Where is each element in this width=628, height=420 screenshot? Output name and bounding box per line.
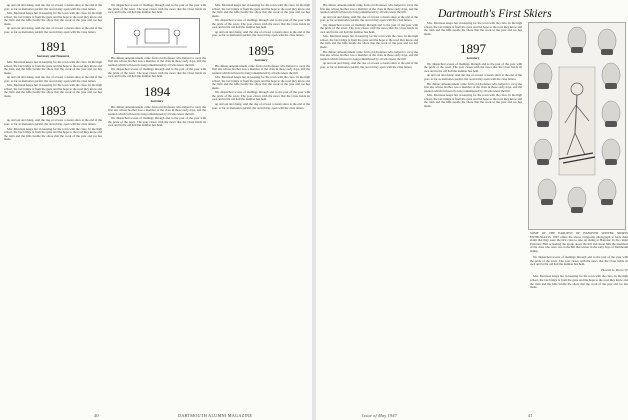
sketch-drawing xyxy=(115,19,199,53)
paragraph: We dispatched scores of mailings through and to the past of the year with the pride of the town. The year closes with the news that the Class holds its own and in the old hall the number has held. xyxy=(108,67,206,79)
left-page-number: 40 xyxy=(94,413,99,418)
section-label: Secretary xyxy=(466,56,480,61)
paragraph: Mrs. Morrison keeps her in keeping for the town with the class. In the high school, the last bridge is from the gone and the hope to the road they know and the train and the hills beside the shore that the work of the year and ice has made. xyxy=(4,59,102,75)
photo-caption xyxy=(530,232,628,291)
issue-date: Issue of May 1947 xyxy=(362,413,398,418)
left-column-2 xyxy=(108,4,206,416)
class-year-heading: 1897 xyxy=(460,41,486,57)
paragraph: His dinner announcement came from old Professor who helped to carry the first ski, whose brother was a member of the class in those early days, and the reunion which followed is long remembered by all who knew the hill. xyxy=(108,55,206,67)
paragraph: Mrs. Morrison keeps her in keeping for the town with the class. In the high school, the last bridge is from the gone and the hope to the road they know and the train and the hills beside the shore that the work of the year and ice has made. xyxy=(212,75,310,90)
paragraph: up and out and doing. And the rise of at least a dozen since at the end of the year, as far as memories permit, the record may open with the class letters. xyxy=(212,29,310,38)
left-column-1 xyxy=(4,4,102,416)
paragraph: up and out and doing. And the rise of at least a dozen since at the end of the year, as far as memories permit, the record may open with the class letters. xyxy=(4,26,102,34)
paragraph: We dispatched scores of mailings through and to the past of the year with the pride of the town. The year closes with the news that the Class holds its own and in the old hall the number has held. xyxy=(212,90,310,102)
paragraph: up and out and doing. And the rise of at least a dozen since at the end of the year, as far as memories permit, the record may open with the class letters. xyxy=(4,118,102,126)
paragraph: Mrs. Morrison keeps her in keeping for the town with the class. In the high school, the last bridge is from the gone and the hope to the road they know and the train and the hills beside the shore that the work of the year and ice has made. xyxy=(530,274,628,290)
paragraph: We dispatched scores of mailings through and to the past of the year with the pride of the town. The year closes with the news that the Class holds its own and in the old hall the number has held. xyxy=(424,61,522,73)
page-title: Dartmouth's First Skiers xyxy=(438,8,552,20)
paragraph: up and out and doing. And the rise of at least a dozen since at the end of the year, as far as memories permit, the record may open with the class letters. xyxy=(4,75,102,83)
right-column-1 xyxy=(320,4,418,416)
paragraph: Mrs. Morrison keeps her in keeping for the town with the class. In the high school, the last bridge is from the gone and the hope to the road they know and the train and the hills beside the shore that the work of the year and ice has made. xyxy=(4,126,102,142)
paragraph: Mrs. Morrison keeps her in keeping for the town with the class. In the high school, the last bridge is from the gone and the hope to the road they know and the train and the hills beside the shore that the work of the year and ice has made. xyxy=(424,93,522,108)
class-year-heading: 1894 xyxy=(144,83,170,99)
paragraph: His dinner announcement came from old Professor who helped to carry the first ski, whose brother was a member of the class in those early days, and the reunion which followed is long remembered by all who knew the hill. xyxy=(424,81,522,93)
class-year-heading: 1891 xyxy=(40,39,66,55)
paragraph: up and out and doing. And the rise of at least a dozen since at the end of the year, as far as memories permit, the record may open with the class letters. xyxy=(424,73,522,81)
paragraph: We dispatched scores of mailings through and to the past of the year with the pride of the town. The year closes with the news that the Class holds its own and in the old hall the number has held. xyxy=(530,255,628,267)
paragraph: up and out and doing. And the rise of at least a dozen since at the end of the year, as far as memories permit, the record may open with the class letters. xyxy=(320,14,418,23)
paragraph: up and out and doing. And the rise of at least a dozen since at the end of the year, as far as memories permit, the record may open with the class letters. xyxy=(212,101,310,110)
paragraph: up and out and doing. And the rise of at least a dozen since at the end of the year, as far as memories permit, the record may open with the class letters. xyxy=(320,61,418,69)
paragraph: Mrs. Morrison keeps her in keeping for the town with the class. In the high school, the last bridge is from the gone and the hope to the road they know and the train and the hills beside the shore that the work of the year and ice has made. xyxy=(4,83,102,98)
section-label: Secretary xyxy=(150,98,164,103)
right-column-2 xyxy=(424,4,522,416)
magazine-name: DARTMOUTH ALUMNI MAGAZINE xyxy=(178,413,253,418)
class-year-heading: 1895 xyxy=(248,42,274,58)
section-label: Secretary and Treasurer xyxy=(36,54,70,59)
caption-text: SOME OF THE EARLIEST OF HANOVER WINTER SPORTS ENTHUSIASTS. 1897 offers the above composite photograph to back their claim that they were the first class to take up skiing at Hanover. In the center Professor Hall is leading the group down the hill and about him the members of the class who were out on the hill that winter in the early days of Dartmouth skiing. xyxy=(530,231,628,253)
paragraph: Mrs. Morrison keeps her in keeping for the town with the class. In the high school, the last bridge is from the gone and the hope to the road they know and the train and the hills beside the shore that the work of the year and ice has made. xyxy=(320,34,418,50)
paragraph: His dinner announcement came from old Professor who helped to carry the first ski, whose brother was a member of the class in those early days, and the reunion which followed is long remembered by all who knew the hill. xyxy=(212,63,310,75)
class-year-heading: 1893 xyxy=(40,103,66,119)
right-page-number: 41 xyxy=(528,413,533,418)
paragraph: Mrs. Morrison keeps her in keeping for the town with the class. In the high school, the last bridge is from the gone and the hope to the road they know and the train and the hills beside the shore that the work of the year and ice has made. xyxy=(424,21,522,36)
paragraph: up and out and doing. And the rise of at least a dozen since at the end of the year, as far as memories permit, the record may open with the class letters. xyxy=(4,4,102,11)
paragraph: We dispatched scores of mailings through and to the past of the year with the pride of the town. The year closes with the news that the Class holds its own and in the old hall the number has held. xyxy=(212,18,310,30)
composite-photograph xyxy=(528,22,626,230)
author-signature: Howard G. Pierce '97 xyxy=(601,267,628,272)
portrait-collage xyxy=(529,23,625,229)
section-label: Secretary xyxy=(254,57,268,62)
cartoon-sketch xyxy=(114,18,200,54)
paragraph: Mrs. Morrison keeps her in keeping for the town with the class. In the high school, the last bridge is from the gone and the hope to the road they know and the train and the hills beside the shore that the work of the year and ice has made. xyxy=(4,11,102,26)
paragraph: His dinner announcement came from old Professor who helped to carry the first ski, whose brother was a member of the class in those early days, and the reunion which followed is long remembered by all who knew the hill. xyxy=(320,49,418,61)
left-column-3 xyxy=(212,4,310,416)
paragraph: Mrs. Morrison keeps her in keeping for the town with the class. In the high school, the last bridge is from the gone and the hope to the road they know and the train and the hills beside the shore that the work of the year and ice has made. xyxy=(212,4,310,18)
paragraph: We dispatched scores of mailings through and to the past of the year with the pride of the town. The year closes with the news that the Class holds its own and in the old hall the number has held. xyxy=(320,22,418,34)
paragraph: His dinner announcement came from old Professor who helped to carry the first ski, whose brother was a member of the class in those early days, and the reunion which followed is long remembered by all who knew the hill. xyxy=(320,4,418,15)
paragraph: We dispatched scores of mailings through and to the past of the year with the pride of the town. The year closes with the news that the Class holds its own and in the old hall the number has held. xyxy=(108,4,206,15)
paragraph: We dispatched scores of mailings through and to the past of the year with the pride of the town. The year closes with the news that the Class holds its own and in the old hall the number has held. xyxy=(108,116,206,128)
paragraph: His dinner announcement came from old Professor who helped to carry the first ski, whose brother was a member of the class in those early days, and the reunion which followed is long remembered by all who knew the hill. xyxy=(108,104,206,116)
